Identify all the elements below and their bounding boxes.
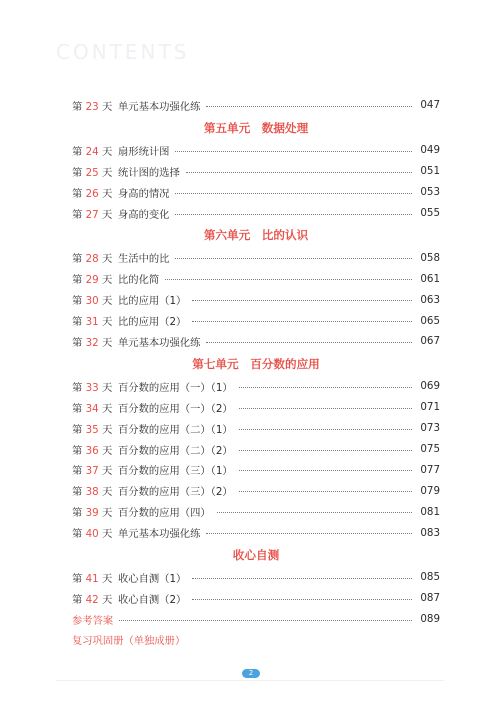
day-suffix: 天	[101, 572, 113, 585]
day-prefix: 第	[72, 274, 83, 287]
day-label	[72, 442, 118, 457]
day-prefix: 第	[72, 381, 83, 394]
toc-entry[interactable]	[72, 567, 440, 588]
day-prefix: 第	[72, 253, 83, 266]
header-watermark: CONTENTS	[56, 40, 190, 64]
day-number: 40	[85, 528, 99, 541]
entry-page-number: 067	[420, 335, 440, 348]
entry-title: 比的应用（1）	[118, 295, 187, 308]
day-number: 24	[85, 145, 99, 158]
entry-page-number: 081	[420, 505, 440, 518]
day-label	[72, 250, 118, 265]
dot-leader	[192, 599, 412, 600]
day-number: 29	[85, 274, 99, 287]
dot-leader	[206, 342, 412, 343]
dot-leader	[192, 321, 412, 322]
entry-title: 扇形统计图	[118, 145, 170, 158]
toc-entry[interactable]	[72, 140, 440, 161]
day-prefix: 第	[72, 336, 83, 349]
day-suffix: 天	[101, 295, 113, 308]
day-number: 28	[85, 253, 99, 266]
entry-title: 单元基本功强化练	[118, 336, 201, 349]
day-number: 39	[85, 507, 99, 520]
day-label	[72, 313, 118, 328]
day-suffix: 天	[101, 465, 113, 478]
day-label	[72, 292, 118, 307]
dot-leader	[239, 387, 412, 388]
dot-leader	[206, 533, 412, 534]
day-number: 36	[85, 444, 99, 457]
toc-entry[interactable]	[72, 268, 440, 289]
day-prefix: 第	[72, 528, 83, 541]
answers-entry[interactable]	[72, 609, 440, 630]
day-suffix: 天	[101, 253, 113, 266]
dot-leader	[175, 193, 412, 194]
toc-entry[interactable]	[72, 310, 440, 331]
day-number: 32	[85, 336, 99, 349]
entry-page-number: 047	[420, 99, 440, 112]
unit-heading: 第五单元 数据处理	[203, 120, 309, 135]
entry-title: 百分数的应用（三）（2）	[118, 486, 233, 499]
toc-entry[interactable]	[72, 95, 440, 116]
day-label	[72, 525, 118, 540]
entry-page-number: 063	[420, 293, 440, 306]
toc-entry[interactable]	[72, 161, 440, 182]
day-label	[72, 271, 118, 286]
day-label	[72, 483, 118, 498]
dot-leader	[186, 172, 412, 173]
day-number: 26	[85, 187, 99, 200]
day-label	[72, 570, 118, 585]
answers-page-number: 089	[420, 613, 440, 626]
day-suffix: 天	[101, 381, 113, 394]
dot-leader	[175, 151, 412, 152]
day-prefix: 第	[72, 166, 83, 179]
entry-page-number: 087	[420, 592, 440, 605]
day-number: 31	[85, 316, 99, 329]
unit-heading: 第七单元 百分数的应用	[192, 356, 320, 371]
dot-leader	[239, 450, 412, 451]
day-number: 35	[85, 423, 99, 436]
dot-leader	[239, 429, 412, 430]
day-number: 27	[85, 208, 99, 221]
entry-title: 收心自测（1）	[118, 572, 187, 585]
day-number: 23	[85, 100, 99, 113]
entry-title: 百分数的应用（一）（2）	[118, 402, 233, 415]
entry-page-number: 049	[420, 144, 440, 157]
day-number: 34	[85, 402, 99, 415]
day-suffix: 天	[101, 316, 113, 329]
toc-entry[interactable]	[72, 203, 440, 224]
day-label	[72, 421, 118, 436]
day-suffix: 天	[101, 145, 113, 158]
day-suffix: 天	[101, 528, 113, 541]
entry-page-number: 058	[420, 251, 440, 264]
day-suffix: 天	[101, 593, 113, 606]
day-suffix: 天	[101, 100, 113, 113]
day-prefix: 第	[72, 208, 83, 221]
day-suffix: 天	[101, 486, 113, 499]
entry-title: 单元基本功强化练	[118, 100, 201, 113]
day-suffix: 天	[101, 208, 113, 221]
toc-entry[interactable]	[72, 459, 440, 480]
toc-entry[interactable]	[72, 247, 440, 268]
entry-title: 统计图的选择	[118, 166, 180, 179]
day-suffix: 天	[101, 444, 113, 457]
entry-page-number: 061	[420, 272, 440, 285]
dot-leader	[192, 578, 412, 579]
day-suffix: 天	[101, 187, 113, 200]
entry-page-number: 055	[420, 207, 440, 219]
day-suffix: 天	[101, 402, 113, 415]
entry-title: 百分数的应用（二）（1）	[118, 423, 233, 436]
entry-page-number: 065	[420, 314, 440, 327]
entry-page-number: 051	[420, 165, 440, 178]
day-suffix: 天	[101, 166, 113, 179]
toc-entry[interactable]	[72, 397, 440, 418]
review-booklet-title: 复习巩固册（单独成册）	[72, 635, 186, 648]
footer-divider	[56, 680, 444, 681]
entry-page-number: 079	[420, 484, 440, 497]
day-number: 30	[85, 295, 99, 308]
entry-title: 百分数的应用（三）（1）	[118, 465, 233, 478]
toc-entry[interactable]	[72, 522, 440, 543]
day-prefix: 第	[72, 402, 83, 415]
answers-title: 参考答案	[72, 614, 114, 627]
toc-entry[interactable]	[72, 376, 440, 397]
day-prefix: 第	[72, 423, 83, 436]
day-suffix: 天	[101, 274, 113, 287]
day-number: 33	[85, 381, 99, 394]
unit-heading: 第六单元 比的认识	[203, 228, 309, 243]
day-prefix: 第	[72, 444, 83, 457]
entry-page-number: 073	[420, 422, 440, 435]
toc-entry[interactable]	[72, 418, 440, 439]
day-prefix: 第	[72, 145, 83, 158]
dot-leader	[192, 300, 412, 301]
day-suffix: 天	[101, 423, 113, 436]
dot-leader	[175, 214, 412, 215]
entry-title: 身高的情况	[118, 187, 170, 200]
day-prefix: 第	[72, 295, 83, 308]
dot-leader	[175, 258, 412, 259]
day-label	[72, 504, 118, 519]
dot-leader	[239, 408, 412, 409]
toc-entry[interactable]	[72, 182, 440, 203]
toc-entry[interactable]	[72, 289, 440, 310]
dot-leader	[119, 620, 412, 621]
dot-leader	[165, 279, 412, 280]
day-label	[72, 206, 118, 221]
day-label	[72, 185, 118, 200]
day-number: 37	[85, 465, 99, 478]
entry-title: 百分数的应用（二）（2）	[118, 444, 233, 457]
day-suffix: 天	[101, 336, 113, 349]
day-prefix: 第	[72, 187, 83, 200]
toc-entry[interactable]	[72, 480, 440, 501]
entry-page-number: 083	[420, 526, 440, 539]
day-label	[72, 164, 118, 179]
table-of-contents	[72, 95, 440, 650]
entry-page-number: 077	[420, 463, 440, 476]
entry-page-number: 075	[420, 443, 440, 456]
entry-title: 身高的变化	[118, 208, 170, 221]
entry-page-number: 069	[420, 380, 440, 393]
entry-title: 单元基本功强化练	[118, 528, 201, 541]
day-number: 25	[85, 166, 99, 179]
day-prefix: 第	[72, 465, 83, 478]
entry-title: 百分数的应用（四）	[118, 507, 211, 520]
toc-entry[interactable]	[72, 501, 440, 522]
page-number-badge: 2	[242, 669, 260, 678]
entry-title: 百分数的应用（一）（1）	[118, 381, 233, 394]
dot-leader	[217, 512, 412, 513]
entry-title: 生活中的比	[118, 253, 170, 266]
day-number: 38	[85, 486, 99, 499]
entry-title: 收心自测（2）	[118, 593, 187, 606]
review-booklet-entry[interactable]	[72, 630, 440, 650]
entry-page-number: 085	[420, 571, 440, 584]
day-label	[72, 379, 118, 394]
day-label	[72, 334, 118, 349]
day-prefix: 第	[72, 100, 83, 113]
day-number: 42	[85, 593, 99, 606]
day-prefix: 第	[72, 507, 83, 520]
unit-heading: 收心自测	[232, 548, 280, 563]
entry-page-number: 071	[420, 401, 440, 414]
day-label	[72, 400, 118, 415]
toc-entry[interactable]	[72, 439, 440, 460]
day-label	[72, 462, 118, 477]
dot-leader	[239, 470, 412, 471]
entry-page-number: 053	[420, 186, 440, 199]
day-label	[72, 591, 118, 606]
day-suffix: 天	[101, 507, 113, 520]
day-label	[72, 98, 118, 113]
day-prefix: 第	[72, 572, 83, 585]
dot-leader	[206, 106, 412, 107]
day-number: 41	[85, 572, 99, 585]
dot-leader	[239, 491, 412, 492]
toc-entry[interactable]	[72, 588, 440, 609]
day-label	[72, 143, 118, 158]
toc-entry[interactable]	[72, 331, 440, 352]
day-prefix: 第	[72, 593, 83, 606]
entry-title: 比的应用（2）	[118, 316, 187, 329]
day-prefix: 第	[72, 486, 83, 499]
entry-title: 比的化简	[118, 274, 160, 287]
day-prefix: 第	[72, 316, 83, 329]
